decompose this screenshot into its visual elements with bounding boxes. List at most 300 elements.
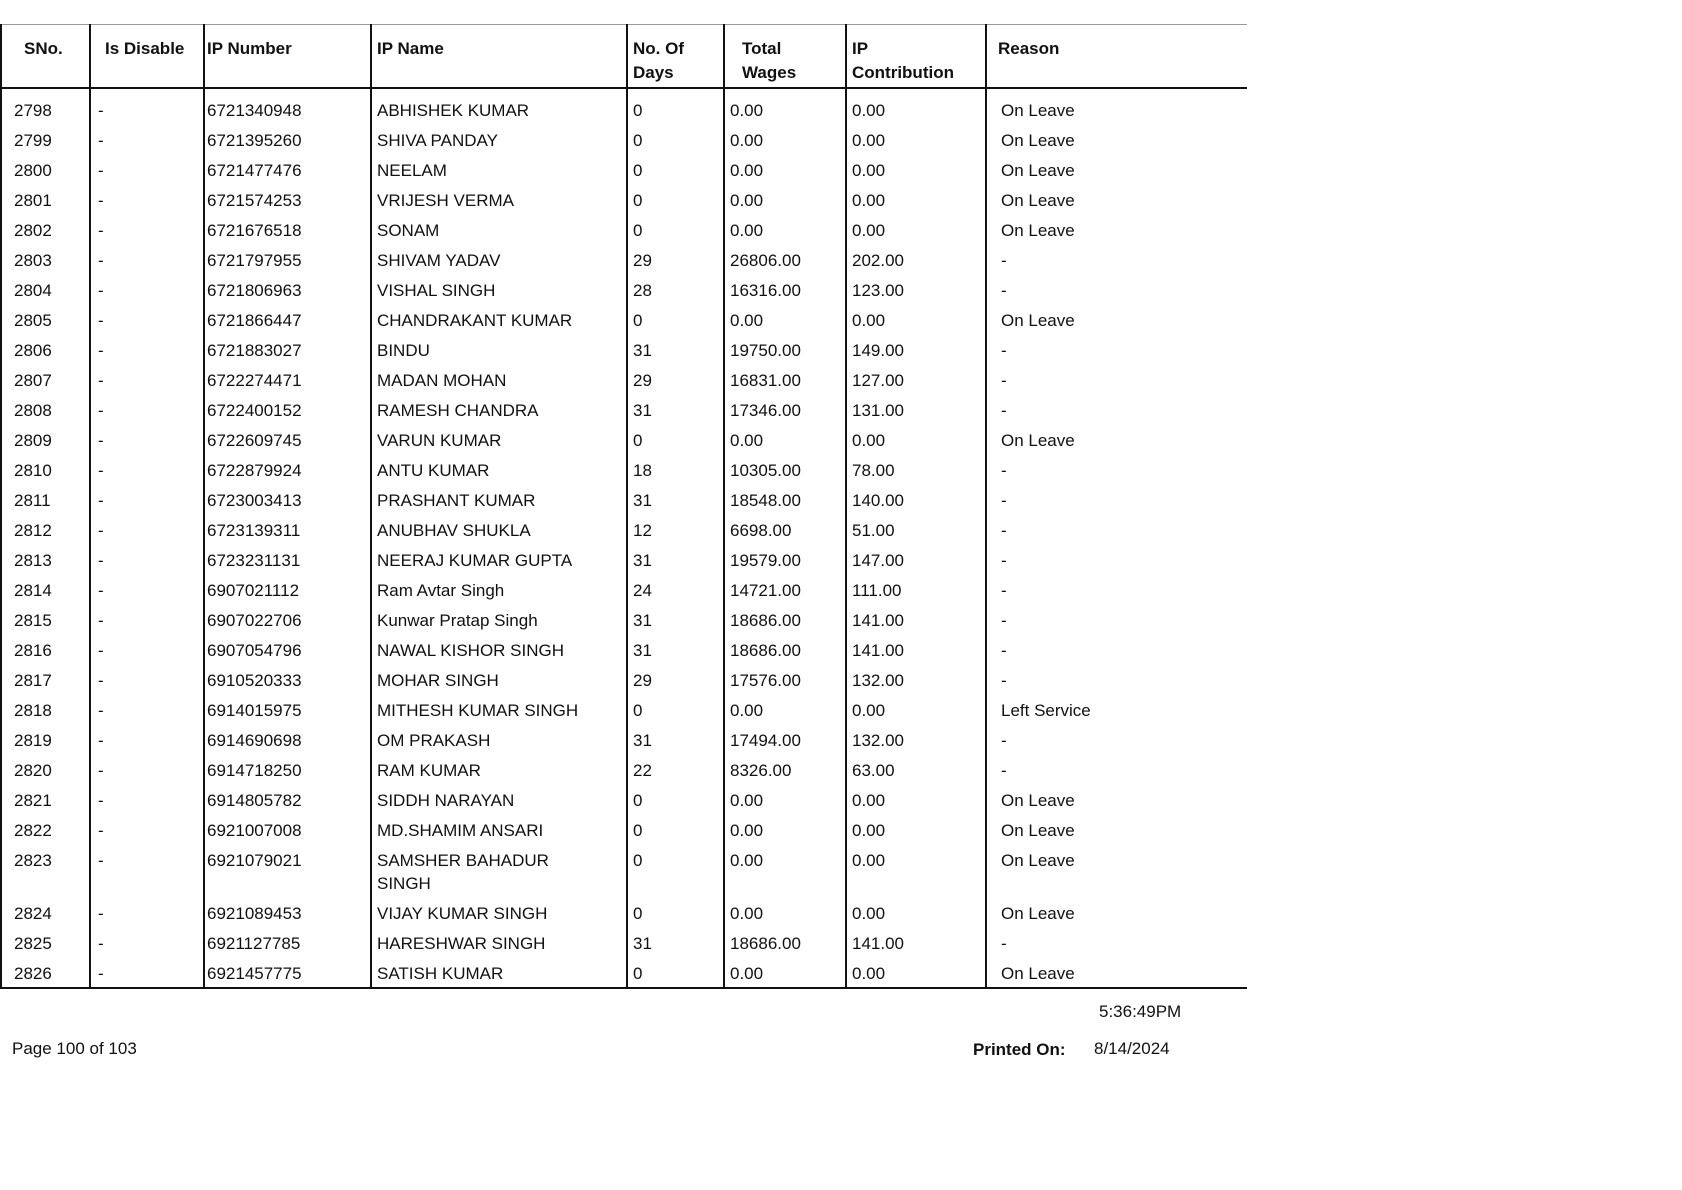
cell-ip-contribution — [846, 697, 986, 727]
cell-ip-name — [371, 277, 627, 307]
cell-reason-text: - — [1001, 401, 1007, 420]
cell-no-of-days — [627, 900, 724, 930]
column-header-ip-number — [204, 25, 371, 89]
cell-ip-contribution-text: 0.00 — [852, 791, 886, 810]
cell-ip-name-text: VISHAL SINGH — [377, 281, 496, 300]
cell-sno — [1, 187, 90, 217]
cell-is-disable — [90, 367, 204, 397]
cell-ip-name — [371, 847, 627, 900]
cell-ip-name — [371, 517, 627, 547]
cell-total-wages-text: 0.00 — [730, 851, 764, 870]
cell-ip-number — [204, 427, 371, 457]
cell-ip-name-text: MADAN MOHAN — [377, 371, 507, 390]
cell-ip-number-text: 6914015975 — [207, 701, 302, 720]
cell-total-wages-text: 10305.00 — [730, 461, 801, 480]
cell-ip-name — [371, 487, 627, 517]
cell-no-of-days-text: 29 — [633, 251, 652, 270]
cell-ip-contribution-text: 78.00 — [852, 461, 895, 480]
cell-is-disable-text: - — [98, 491, 104, 510]
cell-ip-contribution-text: 149.00 — [852, 341, 904, 360]
cell-ip-contribution-text: 0.00 — [852, 701, 886, 720]
cell-total-wages — [724, 247, 846, 277]
cell-ip-name-text: CHANDRAKANT KUMAR — [377, 311, 573, 330]
cell-sno — [1, 397, 90, 427]
cell-reason — [986, 727, 1247, 757]
cell-ip-number — [204, 367, 371, 397]
cell-ip-contribution — [846, 547, 986, 577]
cell-reason-text: - — [1001, 551, 1007, 570]
cell-sno — [1, 517, 90, 547]
cell-ip-name — [371, 547, 627, 577]
cell-ip-contribution — [846, 127, 986, 157]
cell-ip-name — [371, 607, 627, 637]
cell-no-of-days-text: 0 — [633, 904, 643, 923]
cell-total-wages-text: 0.00 — [730, 101, 764, 120]
cell-total-wages — [724, 667, 846, 697]
cell-is-disable-text: - — [98, 671, 104, 690]
table-row — [1, 757, 1247, 787]
cell-sno — [1, 607, 90, 637]
cell-total-wages — [724, 487, 846, 517]
column-header-label-line1: No. Of — [633, 39, 684, 58]
cell-total-wages-text: 0.00 — [730, 161, 764, 180]
cell-total-wages — [724, 697, 846, 727]
cell-ip-contribution — [846, 247, 986, 277]
cell-sno-text: 2819 — [14, 731, 52, 750]
cell-is-disable — [90, 307, 204, 337]
cell-total-wages-text: 19579.00 — [730, 551, 801, 570]
cell-no-of-days — [627, 637, 724, 667]
cell-ip-number-text: 6722400152 — [207, 401, 302, 420]
cell-sno — [1, 960, 90, 988]
cell-is-disable — [90, 960, 204, 988]
cell-total-wages — [724, 757, 846, 787]
cell-total-wages-text: 16831.00 — [730, 371, 801, 390]
cell-ip-number — [204, 930, 371, 960]
cell-ip-name-text: MITHESH KUMAR SINGH — [377, 701, 579, 720]
cell-ip-contribution-text: 131.00 — [852, 401, 904, 420]
cell-ip-name — [371, 787, 627, 817]
cell-is-disable-text: - — [98, 281, 104, 300]
cell-is-disable-text: - — [98, 431, 104, 450]
cell-no-of-days — [627, 157, 724, 187]
cell-sno — [1, 247, 90, 277]
cell-is-disable-text: - — [98, 611, 104, 630]
column-header-reason — [986, 25, 1247, 89]
cell-ip-contribution — [846, 847, 986, 900]
cell-is-disable-text: - — [98, 641, 104, 660]
cell-reason-text: - — [1001, 371, 1007, 390]
cell-reason — [986, 787, 1247, 817]
table-row — [1, 307, 1247, 337]
cell-no-of-days-text: 24 — [633, 581, 652, 600]
cell-ip-contribution-text: 141.00 — [852, 611, 904, 630]
cell-no-of-days-text: 31 — [633, 731, 652, 750]
page-indicator: Page 100 of 103 — [12, 1039, 137, 1058]
cell-ip-contribution-text: 141.00 — [852, 934, 904, 953]
cell-is-disable-text: - — [98, 311, 104, 330]
cell-no-of-days — [627, 517, 724, 547]
table-header-row — [1, 25, 1247, 89]
cell-total-wages — [724, 817, 846, 847]
table-row — [1, 667, 1247, 697]
cell-is-disable — [90, 667, 204, 697]
cell-is-disable-text: - — [98, 934, 104, 953]
cell-reason-text: On Leave — [1001, 964, 1075, 983]
cell-is-disable-text: - — [98, 461, 104, 480]
cell-is-disable-text: - — [98, 551, 104, 570]
cell-reason — [986, 817, 1247, 847]
table-row — [1, 637, 1247, 667]
cell-ip-contribution — [846, 487, 986, 517]
cell-ip-number-text: 6921127785 — [207, 934, 301, 953]
cell-ip-contribution — [846, 900, 986, 930]
printed-on-date: 8/14/2024 — [1094, 1039, 1170, 1058]
cell-sno — [1, 157, 90, 187]
cell-ip-name-text: ABHISHEK KUMAR — [377, 101, 530, 120]
cell-no-of-days-text: 18 — [633, 461, 652, 480]
cell-no-of-days-text: 0 — [633, 701, 643, 720]
cell-ip-name — [371, 697, 627, 727]
cell-no-of-days — [627, 337, 724, 367]
cell-no-of-days-text: 29 — [633, 671, 652, 690]
cell-is-disable-text: - — [98, 371, 104, 390]
cell-no-of-days-text: 0 — [633, 131, 643, 150]
cell-is-disable-text: - — [98, 731, 104, 750]
cell-no-of-days — [627, 427, 724, 457]
cell-ip-contribution-text: 132.00 — [852, 671, 904, 690]
cell-reason — [986, 457, 1247, 487]
cell-sno-text: 2821 — [14, 791, 52, 810]
cell-ip-name-text: VRIJESH VERMA — [377, 191, 514, 210]
cell-total-wages — [724, 157, 846, 187]
cell-ip-contribution — [846, 727, 986, 757]
cell-total-wages — [724, 547, 846, 577]
cell-total-wages-text: 0.00 — [730, 964, 764, 983]
table-row — [1, 157, 1247, 187]
cell-is-disable — [90, 127, 204, 157]
cell-total-wages — [724, 607, 846, 637]
cell-no-of-days — [627, 307, 724, 337]
cell-sno — [1, 457, 90, 487]
cell-ip-contribution — [846, 787, 986, 817]
cell-ip-contribution-text: 0.00 — [852, 821, 886, 840]
cell-ip-number — [204, 307, 371, 337]
cell-ip-number-text: 6914690698 — [207, 731, 302, 750]
cell-sno-text: 2823 — [14, 851, 52, 870]
table-row — [1, 427, 1247, 457]
cell-total-wages — [724, 930, 846, 960]
cell-ip-contribution-text: 0.00 — [852, 904, 886, 923]
cell-ip-number — [204, 607, 371, 637]
cell-sno-text: 2818 — [14, 701, 52, 720]
cell-ip-name — [371, 900, 627, 930]
cell-ip-contribution-text: 0.00 — [852, 191, 886, 210]
cell-sno-text: 2805 — [14, 311, 52, 330]
cell-ip-number-text: 6721395260 — [207, 131, 302, 150]
cell-ip-name — [371, 930, 627, 960]
cell-ip-number — [204, 727, 371, 757]
cell-ip-contribution — [846, 277, 986, 307]
cell-total-wages-text: 16316.00 — [730, 281, 801, 300]
column-header-label-line1: IP — [852, 39, 869, 58]
cell-reason-text: - — [1001, 251, 1007, 270]
cell-no-of-days — [627, 727, 724, 757]
table-row — [1, 547, 1247, 577]
cell-reason — [986, 847, 1247, 900]
cell-ip-number — [204, 487, 371, 517]
cell-ip-number — [204, 187, 371, 217]
cell-sno-text: 2825 — [14, 934, 52, 953]
cell-is-disable-text: - — [98, 904, 104, 923]
cell-is-disable — [90, 397, 204, 427]
cell-no-of-days-text: 29 — [633, 371, 652, 390]
cell-no-of-days — [627, 247, 724, 277]
cell-no-of-days-text: 0 — [633, 161, 643, 180]
cell-ip-contribution — [846, 427, 986, 457]
cell-is-disable — [90, 757, 204, 787]
cell-no-of-days — [627, 127, 724, 157]
cell-reason — [986, 667, 1247, 697]
cell-total-wages — [724, 900, 846, 930]
cell-is-disable — [90, 930, 204, 960]
table-body — [1, 88, 1247, 988]
cell-total-wages — [724, 277, 846, 307]
cell-no-of-days — [627, 607, 724, 637]
cell-total-wages — [724, 367, 846, 397]
cell-ip-number — [204, 847, 371, 900]
cell-ip-contribution-text: 0.00 — [852, 221, 886, 240]
cell-ip-number-text: 6722274471 — [207, 371, 302, 390]
cell-ip-name — [371, 157, 627, 187]
column-header-no-of-days — [627, 25, 724, 89]
cell-ip-name-text: SONAM — [377, 221, 440, 240]
cell-reason — [986, 187, 1247, 217]
cell-sno — [1, 577, 90, 607]
cell-sno-text: 2806 — [14, 341, 52, 360]
cell-ip-number-text: 6721477476 — [207, 161, 302, 180]
cell-sno — [1, 367, 90, 397]
cell-no-of-days-text: 31 — [633, 341, 652, 360]
cell-sno-text: 2809 — [14, 431, 52, 450]
cell-reason — [986, 97, 1247, 127]
cell-reason-text: On Leave — [1001, 431, 1075, 450]
cell-reason — [986, 697, 1247, 727]
cell-reason-text: - — [1001, 934, 1007, 953]
cell-no-of-days-text: 0 — [633, 311, 643, 330]
cell-is-disable — [90, 637, 204, 667]
cell-ip-contribution-text: 0.00 — [852, 431, 886, 450]
cell-no-of-days-text: 0 — [633, 221, 643, 240]
cell-reason-text: On Leave — [1001, 131, 1075, 150]
cell-is-disable-text: - — [98, 964, 104, 983]
cell-no-of-days-text: 31 — [633, 401, 652, 420]
cell-ip-name-text: SATISH KUMAR — [377, 964, 504, 983]
cell-sno-text: 2814 — [14, 581, 52, 600]
cell-is-disable — [90, 457, 204, 487]
column-header-label-line2: Days — [633, 63, 674, 82]
cell-ip-name — [371, 337, 627, 367]
cell-ip-contribution-text: 141.00 — [852, 641, 904, 660]
cell-is-disable-text: - — [98, 821, 104, 840]
cell-ip-number — [204, 97, 371, 127]
cell-total-wages-text: 0.00 — [730, 701, 764, 720]
cell-ip-name — [371, 97, 627, 127]
cell-sno — [1, 487, 90, 517]
cell-sno-text: 2822 — [14, 821, 52, 840]
cell-ip-contribution — [846, 337, 986, 367]
cell-ip-name — [371, 727, 627, 757]
cell-is-disable-text: - — [98, 581, 104, 600]
cell-reason-text: On Leave — [1001, 311, 1075, 330]
cell-is-disable-text: - — [98, 191, 104, 210]
cell-no-of-days-text: 31 — [633, 491, 652, 510]
cell-ip-contribution-text: 111.00 — [852, 581, 902, 600]
cell-reason-text: - — [1001, 281, 1007, 300]
column-header-label-line1: Total — [742, 39, 782, 58]
cell-no-of-days — [627, 547, 724, 577]
cell-total-wages-text: 0.00 — [730, 311, 764, 330]
cell-ip-contribution — [846, 637, 986, 667]
cell-sno — [1, 757, 90, 787]
table-row — [1, 337, 1247, 367]
cell-sno-text: 2807 — [14, 371, 52, 390]
cell-no-of-days — [627, 787, 724, 817]
cell-ip-name-text: NAWAL KISHOR SINGH — [377, 641, 565, 660]
cell-ip-number — [204, 667, 371, 697]
cell-total-wages — [724, 97, 846, 127]
cell-no-of-days — [627, 577, 724, 607]
cell-ip-number-text: 6723231131 — [207, 551, 301, 570]
cell-ip-name — [371, 960, 627, 988]
cell-no-of-days — [627, 847, 724, 900]
table-row — [1, 817, 1247, 847]
cell-ip-number-text: 6921079021 — [207, 851, 302, 870]
cell-ip-contribution — [846, 217, 986, 247]
cell-ip-name — [371, 457, 627, 487]
cell-ip-number-text: 6722879924 — [207, 461, 302, 480]
cell-total-wages — [724, 960, 846, 988]
contribution-report — [0, 24, 1246, 989]
cell-sno — [1, 127, 90, 157]
cell-ip-number — [204, 337, 371, 367]
cell-ip-number — [204, 960, 371, 988]
cell-no-of-days — [627, 697, 724, 727]
table-row — [1, 97, 1247, 127]
cell-total-wages-text: 26806.00 — [730, 251, 801, 270]
cell-reason — [986, 900, 1247, 930]
cell-ip-number-text: 6721340948 — [207, 101, 302, 120]
cell-sno — [1, 97, 90, 127]
cell-reason-text: - — [1001, 461, 1007, 480]
cell-is-disable-text: - — [98, 161, 104, 180]
cell-ip-number-text: 6721883027 — [207, 341, 302, 360]
cell-ip-name — [371, 187, 627, 217]
cell-ip-contribution-text: 132.00 — [852, 731, 904, 750]
cell-no-of-days-text: 0 — [633, 964, 643, 983]
cell-total-wages — [724, 307, 846, 337]
cell-is-disable-text: - — [98, 401, 104, 420]
cell-total-wages-text: 17494.00 — [730, 731, 801, 750]
cell-sno-text: 2811 — [14, 491, 51, 510]
cell-ip-number-text: 6722609745 — [207, 431, 302, 450]
table-row — [1, 697, 1247, 727]
cell-no-of-days-text: 31 — [633, 934, 652, 953]
cell-ip-number — [204, 787, 371, 817]
cell-total-wages — [724, 127, 846, 157]
cell-reason-text: - — [1001, 491, 1007, 510]
cell-ip-contribution — [846, 667, 986, 697]
cell-no-of-days — [627, 487, 724, 517]
table-row — [1, 367, 1247, 397]
cell-total-wages-text: 0.00 — [730, 221, 764, 240]
cell-no-of-days — [627, 457, 724, 487]
cell-ip-number — [204, 247, 371, 277]
cell-sno — [1, 427, 90, 457]
cell-no-of-days — [627, 667, 724, 697]
cell-is-disable — [90, 97, 204, 127]
cell-ip-name — [371, 247, 627, 277]
cell-sno-text: 2816 — [14, 641, 52, 660]
cell-no-of-days — [627, 97, 724, 127]
cell-sno — [1, 637, 90, 667]
cell-ip-number — [204, 157, 371, 187]
cell-total-wages — [724, 847, 846, 900]
cell-ip-name-text: VIJAY KUMAR SINGH — [377, 904, 548, 923]
cell-ip-name — [371, 217, 627, 247]
column-header-is-disable — [90, 25, 204, 89]
cell-reason-text: - — [1001, 731, 1007, 750]
cell-sno — [1, 547, 90, 577]
cell-is-disable-text: - — [98, 761, 104, 780]
cell-reason — [986, 427, 1247, 457]
table-row — [1, 217, 1247, 247]
table-row — [1, 847, 1247, 900]
cell-ip-name-text: HARESHWAR SINGH — [377, 934, 546, 953]
cell-ip-name-text: RAMESH CHANDRA — [377, 401, 539, 420]
cell-reason-text: On Leave — [1001, 791, 1075, 810]
cell-ip-number-text: 6921089453 — [207, 904, 302, 923]
cell-ip-name — [371, 817, 627, 847]
cell-ip-contribution — [846, 97, 986, 127]
column-header-label: Is Disable — [105, 39, 185, 58]
column-header-label-line2: Contribution — [852, 63, 954, 82]
cell-reason-text: - — [1001, 611, 1007, 630]
cell-ip-number — [204, 277, 371, 307]
cell-no-of-days-text: 31 — [633, 641, 652, 660]
cell-total-wages-text: 0.00 — [730, 791, 764, 810]
cell-total-wages — [724, 727, 846, 757]
column-header-sno — [1, 25, 90, 89]
cell-total-wages — [724, 457, 846, 487]
cell-total-wages — [724, 397, 846, 427]
cell-sno — [1, 277, 90, 307]
cell-total-wages-text: 18686.00 — [730, 611, 801, 630]
cell-sno — [1, 930, 90, 960]
cell-ip-name — [371, 757, 627, 787]
cell-sno-text: 2802 — [14, 221, 52, 240]
cell-is-disable-text: - — [98, 221, 104, 240]
cell-reason — [986, 487, 1247, 517]
cell-ip-name-text: OM PRAKASH — [377, 731, 491, 750]
column-header-ip-contribution — [846, 25, 986, 89]
cell-is-disable-text: - — [98, 851, 104, 870]
cell-ip-name-text: ANTU KUMAR — [377, 461, 490, 480]
cell-ip-contribution-text: 0.00 — [852, 131, 886, 150]
table-row — [1, 960, 1247, 988]
cell-total-wages-text: 18548.00 — [730, 491, 801, 510]
column-header-label-line2: Wages — [742, 63, 797, 82]
